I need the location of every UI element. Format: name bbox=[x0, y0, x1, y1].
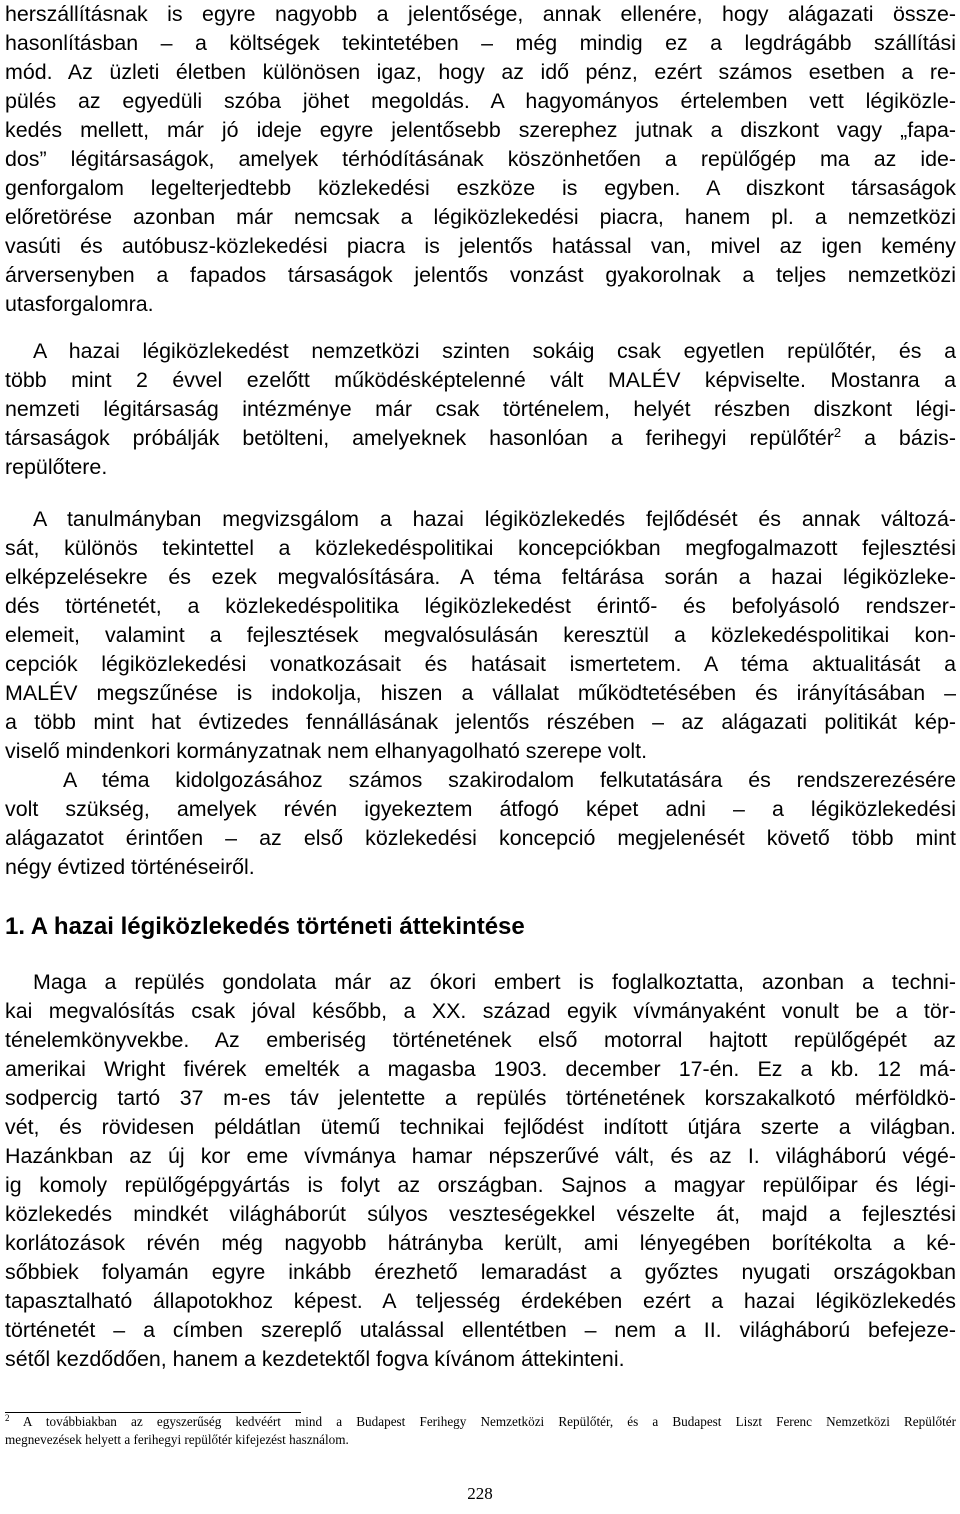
text-line: ténelemkönyvekbe. Az emberiség történetének első motorral hajtott repülőgépét az bbox=[5, 1028, 956, 1052]
paragraph-history bbox=[5, 968, 956, 1374]
text-line: herszállításnak is egyre nagyobb a jelentősége, annak ellenére, hogy alágazati össze- bbox=[5, 2, 956, 26]
text-line: sodpercig tartó 37 m-es táv jelentette a repülés történetének korszakalkotó mérföldkö- bbox=[5, 1086, 956, 1110]
text-line bbox=[5, 968, 956, 997]
text-line: nemzeti légitársaság intézménye már csak történelem, helyét részben diszkont légi- bbox=[5, 397, 956, 421]
text-line: hasonlításban – a költségek tekintetében – még mindig ez a legdrágább szállítási bbox=[5, 31, 956, 55]
text-line bbox=[5, 337, 956, 366]
footnote bbox=[5, 1413, 956, 1449]
text-line: repülőtere. bbox=[5, 455, 108, 479]
text-line: MALÉV megszűnése is indokolja, hiszen a vállalat működtetésében és irányításában – bbox=[5, 681, 956, 705]
section-heading: 1. A hazai légiközlekedés történeti áttekintése bbox=[5, 913, 525, 940]
text-line: A téma kidolgozásához számos szakirodalom felkutatására és rendszerezésére bbox=[63, 768, 956, 792]
footnote-reference[interactable]: 2 bbox=[833, 425, 842, 440]
footnote-line bbox=[5, 1413, 956, 1431]
text-line: utasforgalomra. bbox=[5, 292, 154, 316]
text-line: viselő mindenkori kormányzatnak nem elhanyagolható szerepe volt. bbox=[5, 739, 648, 763]
text-line: pülés az egyedüli szóba jöhet megoldás. A hagyományos értelemben vett légiközle- bbox=[5, 89, 956, 113]
text-line: korlátozások révén még nagyobb hátrányba került, ami lényegében borítékolta a ké- bbox=[5, 1231, 956, 1255]
text-line: négy évtized történéseiről. bbox=[5, 855, 255, 879]
text-line-content: Maga a repülés gondolata már az ókori embert is foglalkoztatta, azonban a techni- bbox=[33, 970, 956, 994]
text-line: dos” légitársaságok, amelyek térhódításának köszönhetően a repülőgép ma az ide- bbox=[5, 147, 956, 171]
text-line: cepciók légiközlekedési vonatkozásait és hatásait ismertetem. A téma aktualitását a bbox=[5, 652, 956, 676]
text-line: vasúti és autóbusz-közlekedési piacra is jelentős hatással van, mivel az igen kemény bbox=[5, 234, 956, 258]
text-line: vét, és rövidesen példátlan ütemű technikai fejlődést indított útjára szerte a világban. bbox=[5, 1115, 956, 1139]
paragraph-study-scope bbox=[5, 505, 956, 766]
paragraph-malev bbox=[5, 337, 956, 482]
text-line: volt szükség, amelyek révén igyekeztem átfogó képet adni – a légiközlekedési bbox=[5, 797, 956, 821]
page-number: 228 bbox=[467, 1484, 493, 1503]
text-line: dés történetét, a közlekedéspolitika légiközlekedést érintő- és befolyásoló rendszer- bbox=[5, 594, 956, 618]
footnote-text: A továbbiakban az egyszerűség kedvéért mind a Budapest Ferihegy Nemzetközi Repülőtér, és a Budapest Liszt Ferenc Nemzetközi Repülőtér bbox=[9, 1414, 956, 1429]
text-line: közlekedés mindkét világháborút súlyos veszteségekkel vészelte át, majd a fejlesztési bbox=[5, 1202, 956, 1226]
text-line: elképzelésekre és ezek megvalósítására. A téma feltárása során a hazai légiközleke- bbox=[5, 565, 956, 589]
text-line-tail: a bázis- bbox=[841, 426, 956, 450]
text-line: árversenyben a fapados társaságok jelentős vonzást gyakorolnak a teljes nemzetközi bbox=[5, 263, 956, 287]
text-line-content: társaságok próbálják betölteni, amelyeknek hasonlóan a ferihegyi repülőtér bbox=[5, 426, 834, 450]
text-line: történetét – a címben szereplő utalással ellentétben – nem a II. világháború befejeze- bbox=[5, 1318, 956, 1342]
text-line: alágazatot érintően – az első közlekedési koncepció megjelenését követő több mint bbox=[5, 826, 956, 850]
text-line: Hazánkban az új kor eme vívmánya hamar népszerűvé vált, és az I. világháború végé- bbox=[5, 1144, 956, 1168]
text-line: mód. Az üzleti életben különösen igaz, hogy az idő pénz, ezért számos esetben a re- bbox=[5, 60, 956, 84]
text-line: tapasztalható állapotokhoz képest. A teljesség érdekében ezért a hazai légiközlekedés bbox=[5, 1289, 956, 1313]
footnote-mark: 2 bbox=[5, 1413, 10, 1423]
text-line: kai megvalósítás csak jóval később, a XX. század egyik vívmányaként vonult be a tör- bbox=[5, 999, 956, 1023]
text-line: amerikai Wright fivérek emelték a magasba 1903. december 17-én. Ez a kb. 12 má- bbox=[5, 1057, 956, 1081]
text-line: genforgalom legelterjedtebb közlekedési eszköze is egyben. A diszkont társaságok bbox=[5, 176, 956, 200]
text-line: előretörése azonban már nemcsak a légiközlekedési piacra, hanem pl. a nemzetközi bbox=[5, 205, 956, 229]
text-line: sát, különös tekintettel a közlekedéspolitikai koncepciókban megfogalmazott fejlesztési bbox=[5, 536, 956, 560]
text-line: sőbbiek folyamán egyre inkább érezhető lemaradást a győztes nyugati országokban bbox=[5, 1260, 956, 1284]
footnote-line: megnevezések helyett a ferihegyi repülőtér kifejezést használom. bbox=[5, 1432, 349, 1447]
text-line: több mint 2 évvel ezelőtt működésképtelenné vált MALÉV képviselte. Mostanra a bbox=[5, 368, 956, 392]
text-line: ig komoly repülőgépgyártás is folyt az országban. Sajnos a magyar repülőipar és légi- bbox=[5, 1173, 956, 1197]
text-line bbox=[5, 505, 956, 534]
text-line: kedés mellett, már jó ideje egyre jelentősebb szerephez jutnak a diszkont vagy „fapa- bbox=[5, 118, 956, 142]
text-line-content: A tanulmányban megvizsgálom a hazai légiközlekedés fejlődését és annak változá- bbox=[33, 507, 956, 531]
text-line: sétől kezdődően, hanem a kezdetektől fogva kívánom áttekinteni. bbox=[5, 1347, 625, 1371]
text-line-content: A hazai légiközlekedést nemzetközi szinten sokáig csak egyetlen repülőtér, és a bbox=[33, 339, 956, 363]
paragraph-sources bbox=[5, 766, 956, 882]
text-line: a több mint hat évtizedes fennállásának jelentős részében – az alágazati politikát kép- bbox=[5, 710, 956, 734]
text-line: elemeit, valamint a fejlesztések megvalósulásán keresztül a közlekedéspolitikai kon- bbox=[5, 623, 956, 647]
text-line bbox=[5, 424, 956, 453]
paragraph-intro bbox=[5, 0, 956, 319]
